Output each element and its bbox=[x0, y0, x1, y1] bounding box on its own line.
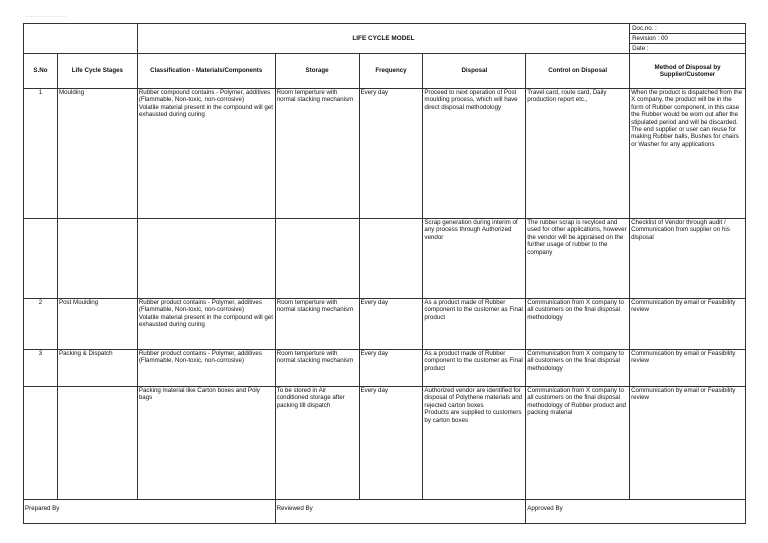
table-row bbox=[24, 387, 746, 500]
cell-sno: 3 bbox=[24, 350, 58, 387]
cell-stage: Moulding bbox=[57, 89, 137, 219]
document-title: LIFE CYCLE MODEL bbox=[137, 24, 629, 54]
life-cycle-table bbox=[23, 23, 746, 524]
cell-control: The rubber scrap is recylced and used for other applications, however the vendor will be appraised on the further usage of rubber to the company bbox=[526, 219, 630, 299]
revision: Revision : 00 bbox=[630, 34, 746, 44]
cell-classification: Packing material like Carton boxes and Poly bags bbox=[137, 387, 275, 500]
table-row bbox=[24, 89, 746, 219]
signature-row bbox=[24, 500, 746, 524]
table-row bbox=[24, 350, 746, 387]
table-row bbox=[24, 299, 746, 350]
table-row bbox=[24, 219, 746, 299]
cell-frequency bbox=[359, 219, 423, 299]
cell-sno: 2 bbox=[24, 299, 58, 350]
cell-storage: Room temperture with normal stacking mechanism bbox=[275, 89, 359, 219]
cell-disposal: As a product made of Rubber component to the customer as Final product bbox=[423, 350, 526, 387]
cell-method: Communication by email or Feasibility review bbox=[630, 299, 746, 350]
cell-method: When the product is dispatched from the X company, the product will be in the form of Rubber component, in this case the Rubber would be worn out after the stipulated period and will be discarded. The end supplier or user can reuse for making Rubber balls, Bushes for chairs or Washer for any applications bbox=[630, 89, 746, 219]
doc-no: Doc.no. : bbox=[630, 24, 746, 34]
col-header-classification: Classification - Materials/Components bbox=[137, 54, 275, 89]
cell-classification: Rubber product contains - Polymer, additives (Flammable, Non-toxic, non-corrosive) Volatile material present in the compound will get exhausted during curing bbox=[137, 299, 275, 350]
col-header-frequency: Frequency bbox=[359, 54, 423, 89]
cell-sno bbox=[24, 219, 58, 299]
col-header-sno: S.No bbox=[24, 54, 58, 89]
cell-disposal: Authorized vendor are identified for disposal of Polythene materials and rejected carton boxes Products are supplied to customers by carton boxes bbox=[423, 387, 526, 500]
cell-frequency: Every day bbox=[359, 350, 423, 387]
column-header-row bbox=[24, 54, 746, 89]
col-header-control: Control on Disposal bbox=[526, 54, 630, 89]
cell-storage bbox=[275, 219, 359, 299]
cell-disposal: Scrap generation during interim of any process through Authorized vendor bbox=[423, 219, 526, 299]
cell-stage: Packing & Dispatch bbox=[57, 350, 137, 387]
cell-stage bbox=[57, 219, 137, 299]
cell-control: Communication from X company to all customers on the final disposal methodology bbox=[526, 350, 630, 387]
cell-method: Communication by email or Feasibility review bbox=[630, 350, 746, 387]
cell-control: Communication from X company to all customers on the final disposal methodology bbox=[526, 299, 630, 350]
cell-frequency: Every day bbox=[359, 299, 423, 350]
cell-disposal: As a product made of Rubber component to the customer as Final product bbox=[423, 299, 526, 350]
reviewed-by: Reviewed By bbox=[275, 500, 526, 524]
cell-stage: Post Moulding bbox=[57, 299, 137, 350]
col-header-method: Method of Disposal by Supplier/Customer bbox=[630, 54, 746, 89]
cell-sno bbox=[24, 387, 58, 500]
cell-frequency: Every day bbox=[359, 89, 423, 219]
cell-storage: To be stored in Air conditioned storage after packing till dispatch bbox=[275, 387, 359, 500]
cell-classification: Rubber product contains - Polymer, additives (Flammable, Non-toxic, non-corrosive) bbox=[137, 350, 275, 387]
cell-classification bbox=[137, 219, 275, 299]
cell-method: Communication by email or Feasibility review bbox=[630, 387, 746, 500]
cell-control: Communication from X company to all customers on the final disposal methodology of Rubber product and packing material bbox=[526, 387, 630, 500]
cell-stage bbox=[57, 387, 137, 500]
logo-area bbox=[24, 24, 138, 54]
cell-frequency: Every day bbox=[359, 387, 423, 500]
prepared-by: Prepared By bbox=[24, 500, 276, 524]
cell-control: Travel card, route card, Daily production report etc., bbox=[526, 89, 630, 219]
cell-sno: 1 bbox=[24, 89, 58, 219]
date: Date : bbox=[630, 44, 746, 54]
cell-method: Checklist of Vendor through audit / Communication from supplier on his disposal bbox=[630, 219, 746, 299]
cell-storage: Room temperture with normal stacking mechanism bbox=[275, 299, 359, 350]
col-header-stage: Life Cycle Stages bbox=[57, 54, 137, 89]
faint-mark bbox=[26, 16, 68, 21]
cell-storage: Room temperture with normal stacking mechanism bbox=[275, 350, 359, 387]
approved-by: Approved By bbox=[526, 500, 746, 524]
cell-disposal: Proceed to next operation of Post moulding process, which will have direct disposal methodology bbox=[423, 89, 526, 219]
col-header-disposal: Disposal bbox=[423, 54, 526, 89]
col-header-storage: Storage bbox=[275, 54, 359, 89]
cell-classification: Rubber compound contains - Polymer, additives (Flammable, Non-toxic, non-corrosive) Volatile material present in the compound will get exhausted during curing bbox=[137, 89, 275, 219]
